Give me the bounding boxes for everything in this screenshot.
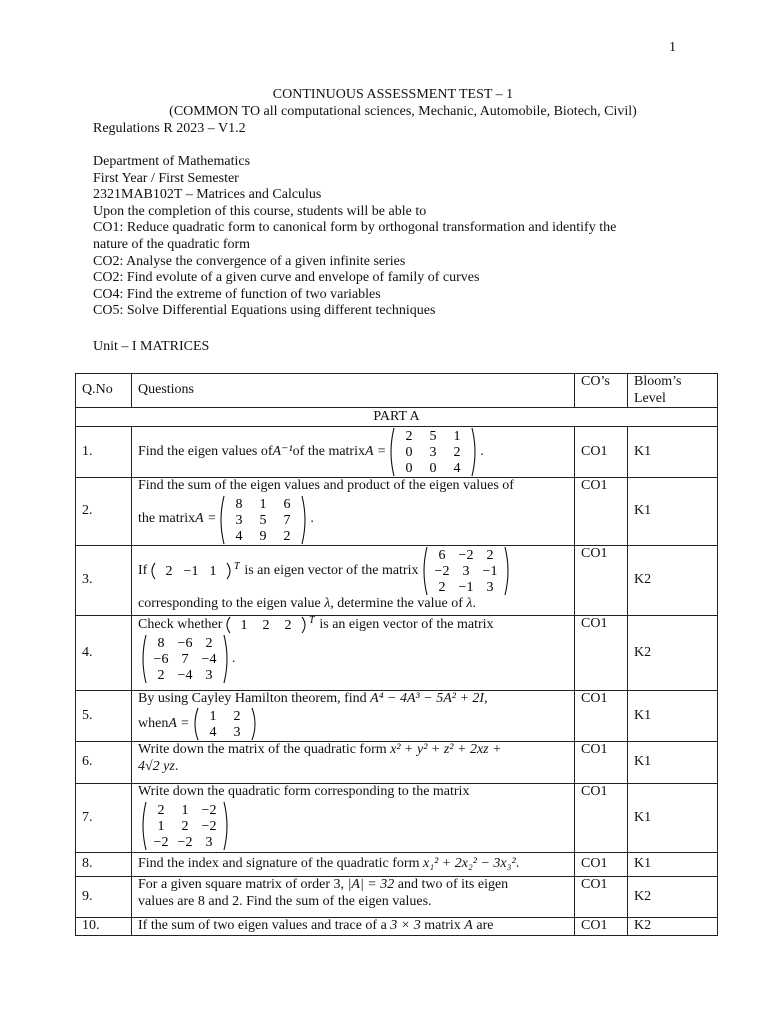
matrix-entry: 3 — [205, 668, 213, 683]
matrix-entry: 1 — [209, 709, 217, 724]
matrix-entry: −6 — [153, 652, 169, 667]
question-number: 9. — [76, 877, 132, 918]
right-paren — [302, 617, 305, 633]
matrix-entry: 2 — [405, 429, 413, 444]
right-paren — [472, 428, 475, 476]
question-number: 8. — [76, 853, 132, 877]
matrix-entry: 1 — [453, 429, 461, 444]
left-paren — [227, 617, 230, 633]
matrix — [218, 495, 308, 545]
matrix-entry: −2 — [201, 818, 217, 834]
matrix-entry: 6 — [283, 496, 291, 512]
matrix-entry: 3 — [233, 725, 241, 740]
question-text: Check whether 1 2 2 T is an eigen vector of the matrix 8 −6 2 −6 7 −4 2 −4 3 . — [132, 616, 575, 691]
matrix-entry: 2 — [165, 564, 173, 579]
table-row — [76, 616, 718, 691]
matrix-entry: 2 — [262, 618, 270, 633]
matrix-entry: 3 — [429, 445, 437, 460]
right-paren — [302, 496, 305, 544]
matrix-entry: −2 — [177, 834, 193, 850]
bloom-cell: K2 — [628, 918, 718, 936]
matrix-entry: 0 — [405, 461, 413, 476]
matrix-entry: 2 — [157, 668, 165, 683]
matrix-entry: 3 — [205, 834, 213, 850]
header-cos: CO’s — [575, 374, 628, 408]
question-number: 6. — [76, 742, 132, 784]
outcome-co1: CO1: Reduce quadratic form to canonical form by orthogonal transformation and identify the — [93, 220, 617, 236]
bloom-cell: K2 — [628, 616, 718, 691]
left-paren — [143, 635, 146, 683]
matrix — [192, 707, 258, 741]
matrix-entry: 2 — [284, 618, 292, 633]
table-row — [76, 853, 718, 877]
co-cell: CO1 — [575, 918, 628, 936]
table-header-row — [76, 374, 718, 408]
questions-table — [75, 373, 718, 936]
outcomes-intro: Upon the completion of this course, students will be able to — [93, 203, 427, 219]
matrix — [140, 801, 230, 851]
matrix-entry: 1 — [259, 496, 267, 512]
matrix-entry: 8 — [157, 636, 165, 651]
question-number: 5. — [76, 690, 132, 742]
co-cell: CO1 — [575, 877, 628, 918]
transpose-superscript: T — [234, 562, 240, 572]
question-text: Find the index and signature of the quadratic form x₁² + 2x₂² − 3x₃². — [132, 853, 575, 877]
matrix-entry: −2 — [434, 564, 449, 579]
matrix-entry: 1 — [157, 818, 165, 834]
question-number: 1. — [76, 427, 132, 478]
part-label: PART A — [76, 408, 718, 427]
department: Department of Mathematics — [93, 154, 251, 169]
right-paren — [505, 547, 508, 595]
test-title: CONTINUOUS ASSESSMENT TEST – 1 — [272, 87, 514, 102]
matrix-entry: 2 — [205, 636, 213, 651]
matrix-entry: 7 — [181, 652, 189, 667]
co-cell: CO1 — [575, 742, 628, 784]
matrix-entry: 3 — [235, 512, 243, 528]
matrix-entry: 5 — [259, 512, 267, 528]
question-number: 4. — [76, 616, 132, 691]
table-row — [76, 478, 718, 546]
matrix-entry: 3 — [486, 580, 493, 595]
header-questions: Questions — [132, 374, 575, 408]
page-number: 1 — [669, 40, 676, 55]
left-paren — [143, 802, 146, 850]
matrix-entry: 2 — [486, 548, 493, 563]
question-text: Write down the quadratic form corresponding to the matrix 2 1 −2 1 2 −2 −2 −2 3 — [132, 784, 575, 853]
matrix-entry: 6 — [438, 548, 445, 563]
header-bloom: Bloom’s Level — [628, 374, 718, 408]
outcome-co4: CO4: Find the extreme of function of two variables — [93, 286, 381, 302]
matrix — [388, 427, 478, 477]
matrix-entry: −1 — [482, 564, 497, 579]
matrix-entry: −2 — [201, 802, 217, 818]
test-header — [93, 86, 693, 137]
matrix-entry: 4 — [235, 528, 243, 544]
matrix-entry: −6 — [177, 636, 193, 651]
outcome-co2-b: CO2: Find evolute of a given curve and envelope of family of curves — [93, 270, 480, 286]
question-text: If the sum of two eigen values and trace of a 3 × 3 matrix A are — [132, 918, 575, 936]
matrix-entry: 5 — [429, 429, 437, 444]
matrix-entry: 1 — [240, 618, 248, 633]
co-cell: CO1 — [575, 784, 628, 853]
left-paren — [424, 547, 427, 595]
outcome-co2-a: CO2: Analyse the convergence of a given infinite series — [93, 253, 406, 269]
bloom-cell: K2 — [628, 546, 718, 616]
matrix-entry: −4 — [177, 668, 193, 683]
matrix-entry: 7 — [283, 512, 291, 528]
regulations: Regulations R 2023 – V1.2 — [93, 121, 246, 136]
left-paren — [391, 428, 394, 476]
part-row — [76, 408, 718, 427]
bloom-cell: K1 — [628, 784, 718, 853]
table-row — [76, 427, 718, 478]
matrix-entry: −2 — [153, 834, 169, 850]
bloom-cell: K1 — [628, 427, 718, 478]
question-text: Find the sum of the eigen values and product of the eigen values of the matrix A = 8 1 6 3 5 7 4 9 2 . — [132, 478, 575, 546]
question-number: 2. — [76, 478, 132, 546]
question-text: Write down the matrix of the quadratic form x² + y² + z² + 2xz + 4√2 yz. — [132, 742, 575, 784]
question-text: By using Cayley Hamilton theorem, find A⁴ − 4A³ − 5A² + 2I, when A = 1 2 4 3 — [132, 690, 575, 742]
outcome-co5: CO5: Solve Differential Equations using different techniques — [93, 303, 436, 319]
bloom-cell: K1 — [628, 690, 718, 742]
matrix-entry: 2 — [283, 528, 291, 544]
matrix-entry: 2 — [438, 580, 445, 595]
matrix-entry: −1 — [458, 580, 473, 595]
table-row — [76, 784, 718, 853]
transpose-superscript: T — [309, 616, 315, 626]
matrix-entry: 2 — [453, 445, 461, 460]
co-cell: CO1 — [575, 690, 628, 742]
right-paren — [252, 708, 255, 740]
matrix-entry: −2 — [458, 548, 473, 563]
table-row — [76, 546, 718, 616]
matrix-entry: 4 — [209, 725, 217, 740]
question-number: 7. — [76, 784, 132, 853]
matrix-entry: 0 — [429, 461, 437, 476]
bloom-cell: K2 — [628, 877, 718, 918]
test-subtitle: (COMMON TO all computational sciences, Mechanic, Automobile, Biotech, Civil) — [169, 104, 637, 119]
matrix-entry: 2 — [181, 818, 189, 834]
question-number: 3. — [76, 546, 132, 616]
course-info — [93, 154, 678, 320]
right-paren — [224, 802, 227, 850]
bloom-cell: K1 — [628, 742, 718, 784]
matrix-entry: 0 — [405, 445, 413, 460]
year-semester: First Year / First Semester — [93, 170, 239, 186]
question-text: Find the eigen values of A⁻¹ of the matrix A = 2 5 1 0 3 2 0 0 4 . — [132, 427, 575, 478]
co-cell: CO1 — [575, 616, 628, 691]
left-paren — [195, 708, 198, 740]
matrix-entry: 9 — [259, 528, 267, 544]
matrix-entry: 8 — [235, 496, 243, 512]
table-row — [76, 877, 718, 918]
left-paren — [221, 496, 224, 544]
question-number: 10. — [76, 918, 132, 936]
co-cell: CO1 — [575, 427, 628, 478]
co-cell: CO1 — [575, 546, 628, 616]
question-text: For a given square matrix of order 3, |A| = 32 and two of its eigen values are 8 and 2. Find the sum of the eigen values. — [132, 877, 575, 918]
co-cell: CO1 — [575, 853, 628, 877]
question-text: If 2 −1 1 T is an eigen vector of the matrix 6 −2 2 −2 3 −1 2 −1 3 corresponding to the eigen value λ, determine the value of λ. — [132, 546, 575, 616]
course-code: 2321MAB102T – Matrices and Calculus — [93, 187, 322, 203]
right-paren — [227, 563, 230, 579]
table-row — [76, 742, 718, 784]
table-row — [76, 918, 718, 936]
outcome-co1-cont: nature of the quadratic form — [93, 236, 251, 252]
matrix-entry: 3 — [462, 564, 469, 579]
matrix — [421, 546, 511, 596]
unit-title: Unit – I MATRICES — [93, 339, 210, 354]
header-qno: Q.No — [76, 374, 132, 408]
vector — [224, 616, 317, 634]
matrix-entry: 1 — [181, 802, 189, 818]
matrix-entry: −1 — [183, 564, 199, 579]
table-row — [76, 690, 718, 742]
vector — [149, 562, 242, 580]
left-paren — [152, 563, 155, 579]
co-cell: CO1 — [575, 478, 628, 546]
right-paren — [224, 635, 227, 683]
matrix-entry: −4 — [201, 652, 217, 667]
matrix-entry: 2 — [157, 802, 165, 818]
bloom-cell: K1 — [628, 853, 718, 877]
matrix-entry: 1 — [209, 564, 217, 579]
bloom-cell: K1 — [628, 478, 718, 546]
matrix-entry: 4 — [453, 461, 461, 476]
matrix-entry: 2 — [233, 709, 241, 724]
matrix — [140, 634, 230, 684]
